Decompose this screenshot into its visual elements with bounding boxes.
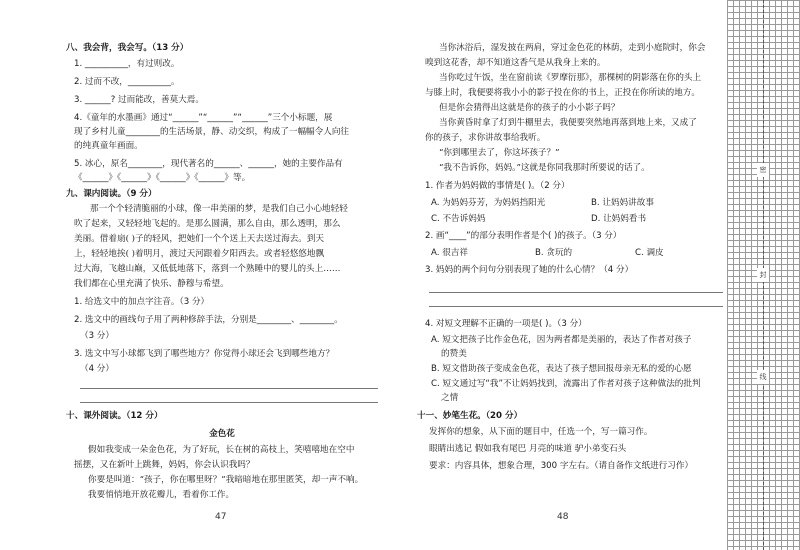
s9-question-2: 2. 选文中的画线句子用了两种修辞手法，分别是________、________。 <box>74 315 343 325</box>
binding-mark: 密 <box>757 163 769 177</box>
writing-instruction: 发挥你的想象，从下面的题目中，任选一个，写一篇习作。 <box>429 427 653 437</box>
s8-question-4-line2: 现了乡村儿童________的生活场景，静、动交织，构成了一幅幅令人向往 <box>74 127 350 137</box>
s8-question-1: 1. __________，有过则改。 <box>74 59 180 69</box>
writing-topics: 眼睛出逃记 假如我有尾巴 月亮的味道 驴小弟变石头 <box>429 444 627 454</box>
q1-option-b: B. 让妈妈讲故事 <box>591 198 654 208</box>
s8-question-2: 2. 过而不改，__________。 <box>74 77 180 87</box>
writing-requirements: 要求：内容具体，想象合理，300 字左右。（请自备作文纸进行习作） <box>429 461 694 471</box>
q4-option-b: B. 短文借助孩子变成金色花，表达了孩子想回报母亲无私的爱的心愿 <box>431 364 692 374</box>
q2-option-b: B. 贪玩的 <box>535 248 573 258</box>
s9-question-1: 1. 给选文中的加点字注音。（3 分） <box>74 297 210 307</box>
right-passage-line: 嗅到这花香，却不知道这香气是从我身上来的。 <box>425 58 606 68</box>
s9-passage-line: 美丽。借着扇( )子的轻风，把她们一个个送上天去送过海去。到天 <box>74 234 325 244</box>
s10-passage-line: 我要悄悄地开放花瓣儿，看着你工作。 <box>88 490 235 500</box>
s8-question-5-line2: 《______》《______》《______》《______》等。 <box>74 173 251 183</box>
right-passage-line: “你到哪里去了，你这坏孩子？” <box>439 148 560 158</box>
binding-mark: 线 <box>757 370 769 384</box>
q4-option-c-cont: 之情 <box>441 393 459 403</box>
q1-option-a: A. 为妈妈芬芳，为妈妈挡阳光 <box>431 198 546 208</box>
s9-question-3: 3. 选文中写小球都飞到了哪些地方？你觉得小球还会飞到哪些地方？ <box>74 349 335 359</box>
right-passage-line: “我不告诉你，妈妈。”这就是你同我那时所要说的话了。 <box>439 163 650 173</box>
right-question-2: 2. 画“____”的部分表明作者是个( )的孩子。（3 分） <box>425 231 622 241</box>
right-passage-line: 当你黄昏时拿了灯到牛棚里去，我便要突然地再落到地上来，又成了 <box>439 118 697 128</box>
s9-passage-line: 上，轻轻地挨( )着明月，渡过天河跟着夕阳西去。或者轻悠悠地飘 <box>74 249 325 259</box>
section-11-title: 十一、妙笔生花。（20 分） <box>417 411 523 421</box>
page-number: 47 <box>215 512 227 522</box>
q4-option-c: C. 短文通过写“我”不让妈妈找到，流露出了作者对孩子这种做法的批判 <box>431 379 701 389</box>
right-passage-line: 与膝上时，我便要将我小小的影子投在你的书上，正投在你所读的地方。 <box>425 88 701 98</box>
q1-option-c: C. 不告诉妈妈 <box>431 214 486 224</box>
s9-question-3-score: （4 分） <box>80 364 114 374</box>
right-page <box>405 0 727 550</box>
answer-line <box>80 402 378 403</box>
q4-option-a-cont: 的赞美 <box>441 349 467 359</box>
s8-question-4-line1: 4.《童年的水墨画》通过“______”“______”“______”三个小标题，展 <box>74 113 333 123</box>
section-10-title: 十、课外阅读。（12 分） <box>66 411 163 421</box>
q1-option-d: D. 让妈妈看书 <box>591 214 647 224</box>
section-9-title: 九、课内阅读。（9 分） <box>66 189 157 199</box>
s9-passage-line: 我们都在心里充满了快乐、静穆与希望。 <box>74 279 229 289</box>
s9-passage-line: 那一个个轻清脆丽的小球，像一串美丽的梦，是我们自己小心地轻轻 <box>90 204 348 214</box>
s9-question-2-score: （3 分） <box>80 331 114 341</box>
s10-passage-line: 摇摆，又在新叶上跳舞，妈妈，你会认识我吗？ <box>74 460 255 470</box>
s8-question-4-line3: 的纯真童年画面。 <box>74 141 143 151</box>
answer-line <box>429 306 723 307</box>
right-question-4: 4. 对短文理解不正确的一项是( )。（3 分） <box>425 319 587 329</box>
section-8-title: 八、我会背，我会写。（13 分） <box>66 43 189 53</box>
q2-option-c: C. 调皮 <box>635 248 664 258</box>
answer-line <box>429 292 723 293</box>
poem-title: 金色花 <box>209 429 235 439</box>
right-question-1: 1. 作者为妈妈做的事情是( )。（2 分） <box>425 181 570 191</box>
right-passage-line: 当你沐浴后，湿发披在两肩，穿过金色花的林荫，走到小庭院时，你会 <box>439 43 706 53</box>
s10-passage-line: 你要是叫道：“孩子，你在哪里呀？”我暗暗地在那里匿笑，却一声不响。 <box>88 475 364 485</box>
answer-line <box>80 388 378 389</box>
s8-question-3: 3. ______? 过而能改，善莫大焉。 <box>74 95 204 105</box>
binding-mark: 封 <box>757 268 769 282</box>
s9-passage-line: 过大海，飞越山巅，又低低地落下，落到一个熟睡中的婴儿的头上…… <box>74 264 341 274</box>
right-passage-line: 你的孩子，求你讲故事给我听。 <box>425 133 546 143</box>
s9-passage-line: 吹了起来，又轻轻地飞起的。是那么圆满，那么自由，那么透明，那么 <box>74 219 341 229</box>
right-passage-line: 但是你会猜得出这就是你的孩子的小小影子吗？ <box>439 103 620 113</box>
s8-question-5-line1: 5. 冰心，原名________，现代著名的______、______，她的主要作品有 <box>74 159 343 169</box>
q2-option-a: A. 很吉祥 <box>431 248 468 258</box>
q4-option-a: A. 短文把孩子比作金色花，因为两者都是美丽的，表达了作者对孩子 <box>431 335 692 345</box>
right-question-3: 3. 妈妈的两个问句分别表现了她的什么心情？（4 分） <box>425 265 634 275</box>
right-passage-line: 当你吃过午饭，坐在窗前读《罗摩衍那》，那棵树的阴影落在你的头上 <box>439 73 702 83</box>
page-number: 48 <box>557 512 569 522</box>
s10-passage-line: 假如我变成一朵金色花，为了好玩，长在树的高枝上，笑嘻嘻地在空中 <box>88 445 355 455</box>
